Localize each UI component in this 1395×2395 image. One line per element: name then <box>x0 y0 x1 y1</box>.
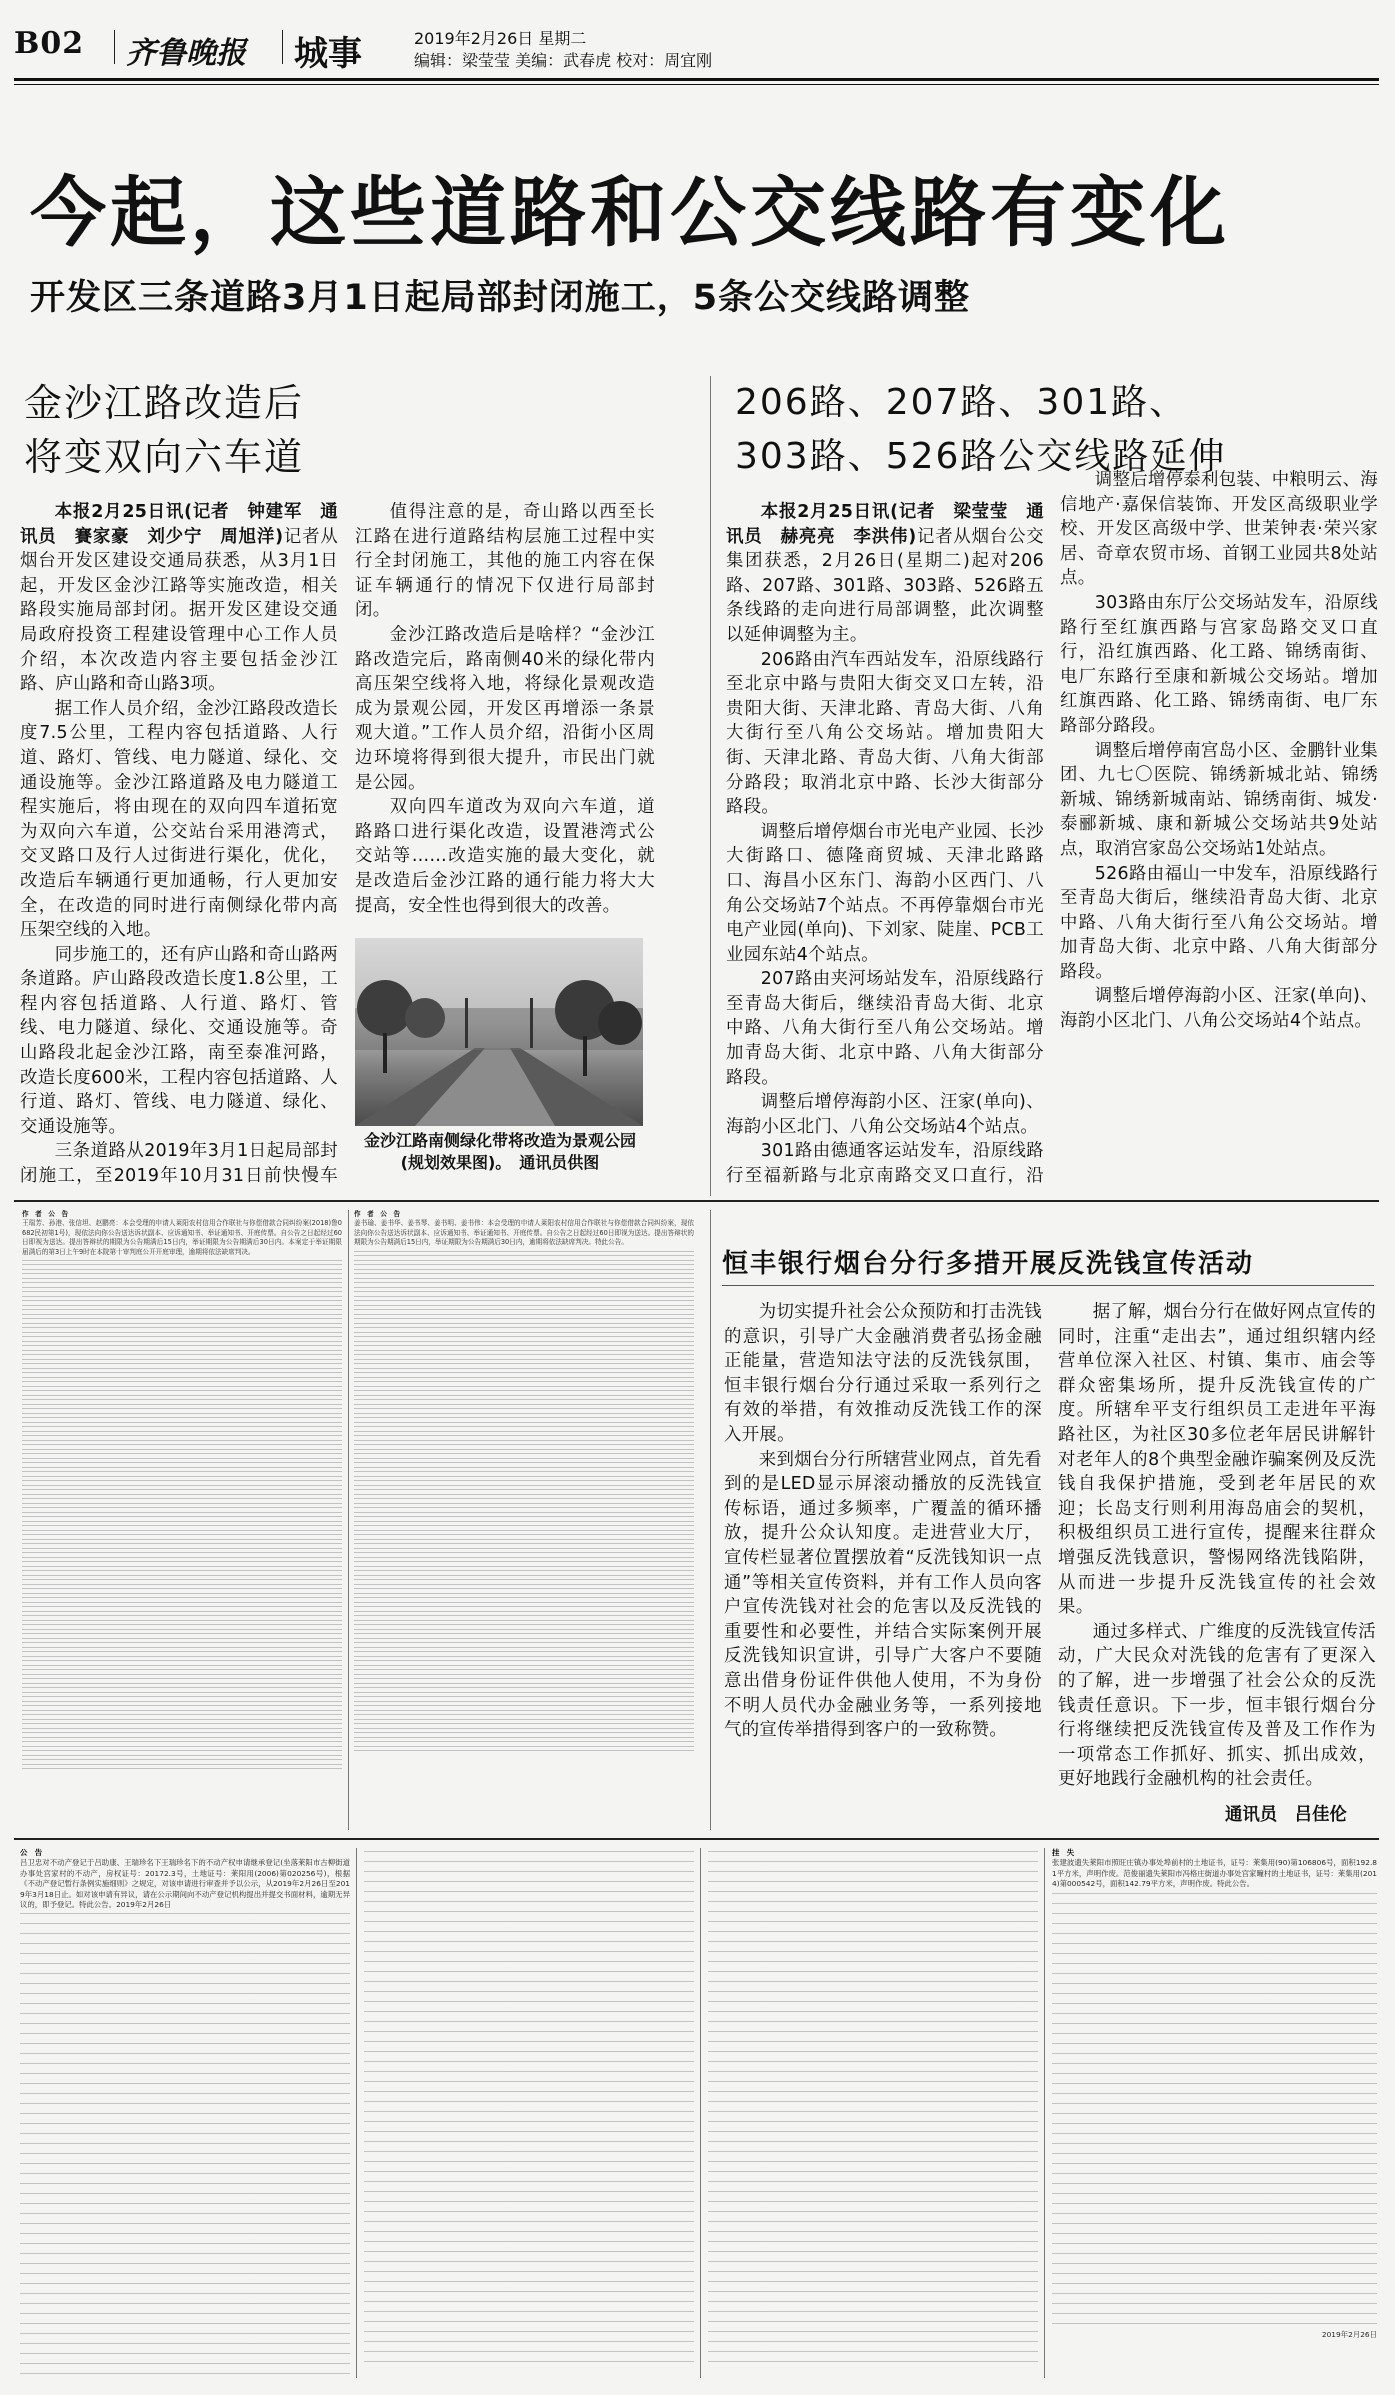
bank-article-title: 恒丰银行烟台分行多措开展反洗钱宣传活动 <box>722 1249 1255 1279</box>
bank-paragraph: 为切实提升社会公众预防和打击洗钱的意识，引导广大金融消费者弘扬金融正能量，营造知法守法的反洗钱氛围，恒丰银行烟台分行通过采取一系列行之有效的举措，有效推动反洗钱工作的深入开展。 <box>724 1302 1042 1445</box>
article2-paragraph: 调整后增停海韵小区、汪家(单向)、海韵小区北门、八角公交场站4个站点。 <box>1060 986 1378 1032</box>
article2-paragraph: 303路由东厅公交场站发车，沿原线路行至红旗西路与宫家岛路交叉口直行，沿红旗西路、化工路、锦绣南街、电厂东路行至康和新城公交场站。增加红旗西路、化工路、锦绣南街、电厂东路部分路段。 <box>1060 592 1378 736</box>
bank-byline: 通讯员 吕佳伦 <box>1225 1805 1347 1825</box>
article2-column-1 <box>726 500 1044 1190</box>
bank-paragraph: 据了解，烟台分行在做好网点宣传的同时，注重“走出去”，通过组织辖内经营单位深入社区、村镇、集市、庙会等群众密集场所，提升反洗钱宣传的广度。所辖牟平支行组织员工走进年平海路社区，为社区30多位老年居民讲解针对老年人的8个典型金融诈骗案例及反洗钱自我保护措施，受到老年居民的欢迎；长岛支行则利用海岛庙会的契机，积极组织员工进行宣传，提醒来往群众增强反洗钱意识，警惕网络洗钱陷阱，从而进一步提升反洗钱宣传的社会效果。 <box>1058 1302 1376 1618</box>
staff-credits: 编辑：梁莹莹 美编：武春虎 校对：周宜刚 <box>414 51 713 70</box>
article1-paragraph: 金沙江路改造后是啥样？“金沙江路改造完后，路南侧40米的绿化带内高压架空线将入地，将绿化景观改造成为景观公园，开发区再增添一条景观大道。”工作人员介绍，沿街小区周边环境将得到很大提升，市民出门就是公园。 <box>355 624 655 793</box>
section-rule <box>14 1200 1379 1202</box>
article2-paragraph: 调整后增停南宫岛小区、金鹏针业集团、九七〇医院、锦绣新城北站、锦绣新城、锦绣新城南站、锦绣南街、城发·泰郦新城、康和新城公交场站共9处站点，取消宫家岛公交场站1处站点。 <box>1060 740 1378 859</box>
article1-paragraph: 据工作人员介绍，金沙江路段改造长度7.5公里，工程内容包括道路、人行道、路灯、管线、电力隧道、绿化、交通设施等。金沙江路道路及电力隧道工程实施后，将由现在的双向四车道拓宽为双向六车道，公交站台采用港湾式，交叉路口及行人过街进行渠化，优化，改造后车辆通行更加通畅，行人更加安全，在改造的同时进行南侧绿化带内高压架空线的入地。 <box>20 698 338 941</box>
bank-column-1 <box>724 1300 1042 1820</box>
article1-lead: 本报2月25日讯(记者 钟建军 通讯员 賽家豪 刘少宁 周旭洋) <box>20 502 338 547</box>
article1-paragraph: 双向四车道改为双向六车道，道路路口进行渠化改造，设置港湾式公交站等……改造实施的最大变化，就是改造后金沙江路的通行能力将大大提高，安全性也得到很大的改善。 <box>355 797 655 916</box>
notice-filler <box>708 1848 1038 2368</box>
public-notice-column-1 <box>20 1848 350 2378</box>
court-notice-column-1 <box>22 1210 342 1830</box>
issue-date: 2019年2月26日 星期二 <box>414 29 587 48</box>
bank-title-rule <box>722 1285 1374 1286</box>
section-name: 城事 <box>294 34 362 74</box>
photo-caption: 金沙江路南侧绿化带将改造为景观公园(规划效果图)。 通讯员供图 <box>363 1131 636 1172</box>
column-divider <box>710 376 711 1196</box>
article2-heading-line: 303路、526路公交线路延伸 <box>735 436 1227 477</box>
section-rule <box>14 1838 1379 1840</box>
bank-paragraph: 通过多样式、广维度的反洗钱宣传活动，广大民众对洗钱的危害有了更深入的了解，进一步增强了社会公众的反洗钱责任意识。下一步，恒丰银行烟台分行将继续把反洗钱宣传及普及工作作为一项常态工作抓好、抓实、抓出成效，更好地践行金融机构的社会责任。 <box>1058 1621 1376 1790</box>
notice-title: 作 者 公 告 <box>22 1210 69 1218</box>
article1-heading <box>24 376 464 484</box>
article1-paragraph: 值得注意的是，奇山路以西至长江路在进行道路结构层施工过程中实行全封闭施工，其他的施工内容在保证车辆通行的情况下仅进行局部封闭。 <box>355 502 655 621</box>
bank-column-2 <box>1058 1300 1376 1800</box>
article2-paragraph: 调整后增停海韵小区、汪家(单向)、海韵小区北门、八角公交场站4个站点。 <box>726 1092 1044 1137</box>
page-header <box>14 22 1379 72</box>
article2-heading-line: 206路、207路、301路、 <box>735 382 1188 423</box>
article2-paragraph: 206路由汽车西站发车，沿原线路行至北京中路与贵阳大街交叉口左转，沿贵阳大街、天津北路、青岛大街、八角大街行至八角公交场站。增加贵阳大街、天津北路、青岛大街、八角大街部分路段；取消北京中路、长沙大街部分路段。 <box>726 649 1044 818</box>
header-divider <box>282 30 283 64</box>
lost-notice-column <box>1052 1848 1377 2378</box>
article1-heading-line: 金沙江路改造后 <box>24 381 305 425</box>
bank-paragraph: 来到烟台分行所辖营业网点，首先看到的是LED显示屏滚动播放的反洗钱宣传标语，通过多频率，广覆盖的循环播放，提升公众认知度。走进营业大厅，宣传栏显著位置摆放着“反洗钱知识一点通”等相关宣传资料，并有工作人员向客户宣传洗钱对社会的危害以及反洗钱的重要性和必要性，并结合实际案例开展反洗钱知识宣讲，引导广大客户不要随意出借身份证件供他人使用，不为身份不明人员代办金融业务等，一系列接地气的宣传举措得到客户的一致称赞。 <box>724 1449 1042 1741</box>
court-notice-column-2 <box>354 1210 694 1830</box>
column-divider <box>1044 1848 1045 2378</box>
header-rule-thin <box>14 84 1379 85</box>
page-number: B02 <box>14 26 85 61</box>
column-divider <box>348 1210 349 1830</box>
notice-text: 姜书瑜、姜书华、姜书琴、姜书明、姜书伟：本会受理的申请人莱阳农村信用合作联社与你偿借款合同纠纷案，现依法向你公告送达诉状副本、应诉通知书、举证通知书、开庭传票。自公告之日起经过60日即视为送达。提出答辩状的期限为公告期满后15日内，举证期限为公告期满后30日内，逾期将依法缺席判决。特此公告。 <box>354 1219 694 1247</box>
header-meta <box>414 28 712 72</box>
header-rule <box>14 78 1379 81</box>
park-scene-icon <box>355 938 643 1126</box>
article2-column-2 <box>1060 468 1378 1190</box>
notice-filler <box>20 1910 350 2378</box>
article1-column-1 <box>20 500 338 1190</box>
article1-paragraph: 记者从烟台开发区建设交通局获悉，从3月1日起，开发区金沙江路等实施改造，相关路段实施局部封闭。据开发区建设交通局政府投资工程建设管理中心工作人员介绍，本次改造内容主要包括金沙江路、庐山路和奇山路3项。 <box>20 526 338 695</box>
public-notice-column-3 <box>708 1848 1038 2378</box>
notice-text: 王瑞芳、孙港、张信坦、赵鹏亮：本会受理的申请人莱阳农村信用合作联社与你偿借款合同纠纷案(2018)鲁0682民初第1号)，现依法向你公告送达诉状副本、应诉通知书、举证通知书、开庭传票。自公告之日起经过60日即视为送达。提出答辩状的期限为公告期满后15日内，举证期限为公告期满后30日内。本案定于举证期限届满后的第3日上午9时在本院第十审判庭公开开庭审理，逾期将依法缺席判决。 <box>22 1219 342 1256</box>
article2-lead: 本报2月25日讯(记者 梁莹莹 通讯员 赫亮亮 李洪伟) <box>726 502 1044 547</box>
article2-paragraph: 记者从烟台公交集团获悉，2月26日(星期二)起对206路、207路、301路、303路、526路五条线路的走向进行局部调整，此次调整以延伸调整为主。 <box>726 526 1044 645</box>
article2-paragraph: 调整后增停烟台市光电产业园、长沙大街路口、德隆商贸城、天津北路路口、海昌小区东门、海韵小区西门、八角公交场站7个站点。不再停靠烟台市光电产业园(单向)、下刘家、陡崖、PCB工业园东站4个站点。 <box>726 821 1044 965</box>
notice-filler <box>1052 1890 1377 2330</box>
notice-date: 2019年2月26日 <box>1321 2329 1377 2339</box>
article1-heading-line: 将变双向六车道 <box>24 435 305 479</box>
article1-paragraph: 同步施工的，还有庐山路和奇山路两条道路。庐山路段改造长度1.8公里，工程内容包括道路、人行道、路灯、管线、电力隧道、绿化、交通设施等。奇山路段北起金沙江路，南至泰准河路，改造长度600米，工程内容包括道路、人行道、路灯、管线、电力隧道、绿化、交通设施等。 <box>20 944 338 1137</box>
main-headline: 今起，这些道路和公交线路有变化 <box>30 168 1230 257</box>
public-notice-column-2 <box>364 1848 694 2378</box>
notice-text: 张建波遗失莱阳市照旺庄镇办事处埠前村的土地证书，证号：莱集用(90)第106806号，面积192.81平方米，声明作废。范俊丽遗失莱阳市冯格庄街道办事处宫家疃村的土地证书，证号：莱集用(2014)第000542号，面积142.79平方米，声明作废。特此公告。 <box>1052 1858 1377 1889</box>
column-divider <box>356 1848 357 2378</box>
article2-paragraph: 207路由夹河场站发车，沿原线路行至青岛大街后，继续沿青岛大街、北京中路、八角大街行至八角公交场站。增加青岛大街、北京中路、八角大街部分路段。 <box>726 969 1044 1088</box>
article2-paragraph: 526路由福山一中发车，沿原线路行至青岛大街后，继续沿青岛大街、北京中路、八角大街行至八角公交场站。增加青岛大街、北京中路、八角大街部分路段。 <box>1060 863 1378 982</box>
article2-paragraph: 301路由德通客运站发车，沿原线路行至福新路与北京南路交叉口直行，沿 <box>726 1141 1044 1187</box>
article1-column-2 <box>355 500 655 930</box>
column-divider <box>700 1848 701 2378</box>
article2-paragraph: 调整后增停泰利包装、中粮明云、海信地产·嘉保信装饰、开发区高级职业学校、开发区高级中学、世茉钟表·荣兴家居、奇章农贸市场、首钢工业园共8处站点。 <box>1060 470 1378 589</box>
article1-paragraph: 三条道路从2019年3月1日起局部封闭施工，至2019年10月31日前快慢车 <box>20 1141 338 1187</box>
column-divider <box>710 1210 711 1830</box>
notice-title: 公 告 <box>20 1848 43 1857</box>
header-divider <box>114 30 115 64</box>
notice-title: 作 者 公 告 <box>354 1210 401 1218</box>
road-rendering-photo <box>355 938 643 1126</box>
notice-title: 挂 失 <box>1052 1848 1075 1857</box>
notice-filler <box>364 1848 694 2368</box>
newspaper-logo: 齐鲁晚报 <box>126 36 246 71</box>
notice-text: 吕卫忠对不动产登记于吕助康、王瑞珍名下王瑞珍名下的不动产权申请继承登记(坐落莱阳市古柳街道办事处宫家村的不动产，房权证号：20172.3号，土地证号：莱阳用(2006)第020256号)，根据《不动产登记暂行条例实施细则》之规定，对该申请进行审查并予以公示，从2019年2月26日至2019年3月18日止。如对该申请有异议，请在公示期间向不动产登记机构提出并提交书面材料，逾期无异议的，即予登记。特此公告。2019年2月26日 <box>20 1858 350 1910</box>
sub-headline: 开发区三条道路3月1日起局部封闭施工，5条公交线路调整 <box>30 278 971 318</box>
